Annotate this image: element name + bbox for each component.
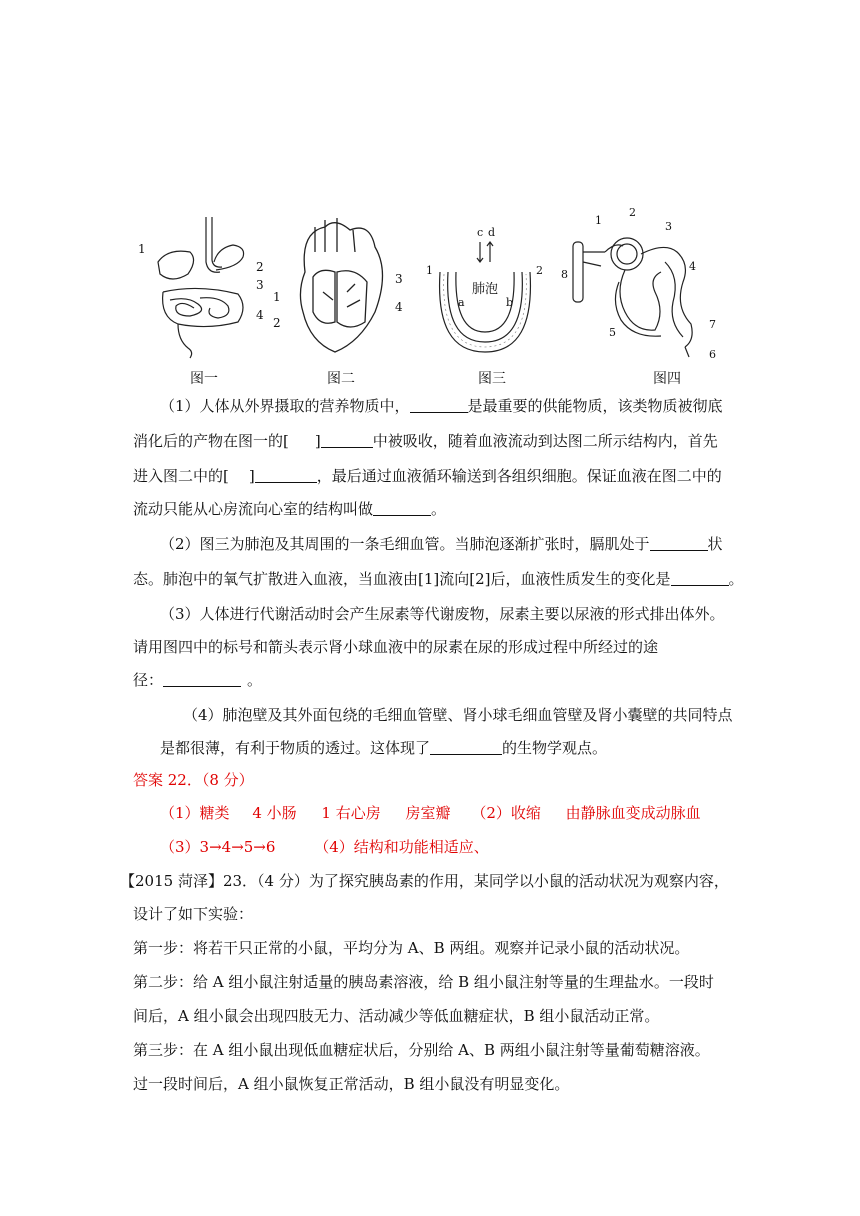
fig1-label: 2 — [256, 260, 264, 274]
fig4-label: 5 — [609, 326, 616, 339]
answer-item: 由静脉血变成动脉血 — [565, 804, 701, 822]
nephron-drawing — [565, 212, 725, 362]
text-run: 。 — [728, 570, 744, 588]
fig1-label: 3 — [256, 278, 264, 292]
q23-line3: 第一步：将若干只正常的小鼠，平均分为 A、B 两组。观察并记录小鼠的活动状况。 — [133, 939, 690, 957]
figure-caption: 图四 — [653, 371, 681, 387]
answer-22-line2 — [160, 837, 780, 857]
answer-blank[interactable] — [671, 569, 729, 586]
q23-line5: 间后，A 组小鼠会出现四肢无力、活动减少等低血糖症状，B 组小鼠活动正常。 — [133, 1007, 660, 1025]
answer-22-line1 — [160, 803, 780, 823]
alveolus-label: 肺泡 — [472, 282, 499, 297]
fig4-label: 7 — [709, 318, 716, 331]
text-run: 的生物学观点。 — [502, 739, 608, 757]
fig4-label: 4 — [689, 260, 696, 273]
q22-p3-line1: （3）人体进行代谢活动时会产生尿素等代谢废物，尿素主要以尿液的形式排出体外。 — [160, 605, 725, 623]
figure-caption: 图三 — [478, 371, 506, 387]
q23-line4: 第二步：给 A 组小鼠注射适量的胰岛素溶液，给 B 组小鼠注射等量的生理盐水。一段时 — [133, 973, 714, 991]
q22-p1-line2 — [133, 431, 793, 451]
figure-4-nephron — [561, 206, 725, 387]
q22-p1-line3 — [133, 466, 793, 486]
answer-item: （2）收缩 — [471, 804, 541, 822]
q23-line7: 过一段时间后，A 组小鼠恢复正常活动，B 组小鼠没有明显变化。 — [133, 1075, 570, 1093]
figure-row — [130, 206, 730, 387]
fig3-label: d — [488, 226, 496, 239]
fig3-label: b — [506, 296, 514, 309]
answer-blank[interactable] — [163, 670, 241, 687]
answer-item: 4 小肠 — [252, 804, 297, 822]
figure-caption: 图一 — [190, 371, 218, 387]
answer-blank[interactable] — [430, 738, 502, 755]
q22-p3-line3 — [133, 670, 433, 690]
text-run: 是最重要的供能物质，该类物质被彻底 — [467, 397, 723, 415]
text-run: ] — [248, 467, 255, 485]
text-run: 是都很薄，有利于物质的透过。这体现了 — [160, 739, 431, 757]
text-run: 流动只能从心房流向心室的结构叫做 — [133, 500, 374, 518]
text-run: （1）人体从外界摄取的营养物质中， — [160, 397, 410, 415]
answer-item: （3）3→4→5→6 — [160, 838, 276, 856]
fig3-label: 1 — [426, 264, 433, 277]
text-run: 态。肺泡中的氧气扩散进入血液，当血液由[1]流向[2]后，血液性质发生的变化是 — [133, 570, 671, 588]
figure-caption: 图二 — [327, 371, 355, 387]
fig4-label: 1 — [595, 214, 602, 227]
fig4-label: 8 — [561, 268, 568, 281]
fig2-label: 3 — [395, 272, 403, 286]
fig2-label: 2 — [273, 316, 281, 330]
fig3-label: c — [477, 226, 484, 239]
fig1-label: 1 — [138, 242, 146, 256]
text-run: 进入图二中的[ — [133, 467, 229, 485]
q22-p2-line2 — [133, 569, 793, 589]
q23-line2: 设计了如下实验： — [133, 905, 254, 923]
fig4-label: 6 — [709, 348, 716, 361]
answer-blank[interactable] — [410, 396, 468, 413]
text-run: 中被吸收，随着血液流动到达图二所示结构内，首先 — [372, 432, 718, 450]
answer-blank[interactable] — [373, 499, 431, 516]
text-run: 消化后的产物在图一的[ — [133, 432, 289, 450]
q22-p3-line2: 请用图四中的标号和箭头表示肾小球血液中的尿素在尿的形成过程中所经过的途 — [133, 638, 659, 656]
answer-item: 房室瓣 — [405, 804, 451, 822]
fig3-label: 2 — [536, 264, 543, 277]
answer-blank[interactable] — [255, 466, 317, 483]
text-run: 。 — [431, 500, 447, 518]
answer-item: 1 右心房 — [321, 804, 381, 822]
answer-22-title: 答案 22．（8 分） — [133, 771, 254, 789]
q22-p1-line1 — [160, 396, 780, 416]
answer-item: （1）糖类 — [160, 804, 230, 822]
figure-1-digestive-system — [138, 212, 268, 387]
digestive-system-drawing — [138, 212, 268, 362]
text-run: 径： — [133, 671, 164, 689]
figure-3-alveolus — [420, 212, 550, 387]
q22-p2-line1 — [160, 534, 780, 554]
fig4-label: 3 — [665, 220, 672, 233]
q23-line1: 【2015 菏泽】23．（4 分）为了探究胰岛素的作用，某同学以小鼠的活动状况为观察内容， — [120, 872, 729, 890]
fig2-label: 1 — [273, 290, 281, 304]
q22-p4-line1: （4）肺泡壁及其外面包绕的毛细血管壁、肾小球毛细血管壁及肾小囊壁的共同特点 — [183, 706, 733, 724]
heart-drawing — [275, 212, 405, 362]
answer-blank[interactable] — [650, 534, 708, 551]
fig2-label: 4 — [395, 300, 403, 314]
fig4-label: 2 — [629, 206, 636, 219]
text-run: ，最后通过血液循环输送到各组织细胞。保证血液在图二中的 — [316, 467, 722, 485]
q23-line6: 第三步：在 A 组小鼠出现低血糖症状后，分别给 A、B 两组小鼠注射等量葡萄糖溶液。 — [133, 1041, 710, 1059]
q22-p1-line4 — [133, 499, 793, 519]
answer-blank[interactable] — [321, 431, 373, 448]
figure-2-heart — [273, 212, 405, 387]
text-run: （2）图三为肺泡及其周围的一条毛细血管。当肺泡逐渐扩张时，膈肌处于 — [160, 535, 650, 553]
text-run: 。 — [247, 671, 263, 689]
fig1-label: 4 — [256, 308, 264, 322]
answer-item: （4）结构和功能相适应、 — [314, 838, 489, 856]
text-run: ] — [314, 432, 321, 450]
q22-p4-line2 — [160, 738, 780, 758]
text-run: 状 — [707, 535, 723, 553]
fig3-label: a — [458, 296, 465, 309]
